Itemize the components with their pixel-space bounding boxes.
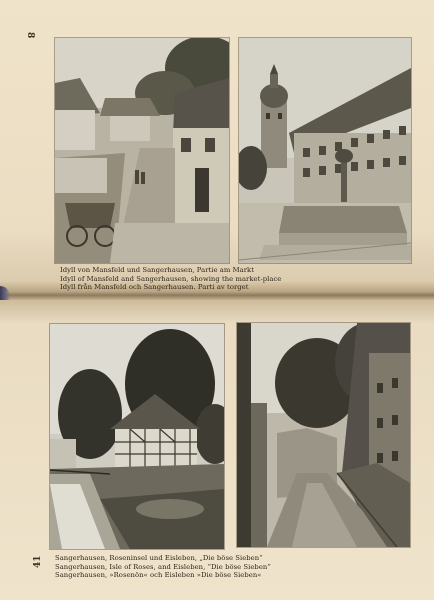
caption-bottom bbox=[55, 554, 271, 580]
caption-top-english: Idyll of Mansfeld and Sangerhausen, showing the market-place bbox=[60, 274, 282, 283]
caption-bottom-english: Sangerhausen, Isle of Roses, and Eisleben, “Die böse Sieben” bbox=[55, 562, 271, 571]
page-number-top: 8 bbox=[25, 32, 35, 39]
caption-top bbox=[60, 266, 281, 292]
page-number-bottom: 41 bbox=[33, 555, 43, 568]
caption-top-german: Idyll von Mansfeld und Sangerhausen, Partie am Markt bbox=[60, 266, 254, 274]
photo-sangerhausen-market bbox=[239, 38, 411, 263]
photo-sangerhausen-rose-island bbox=[50, 324, 224, 549]
photo-eisleben-lane bbox=[237, 323, 410, 547]
photo-mansfeld-street bbox=[55, 38, 229, 263]
caption-bottom-swedish: Sangerhausen, »Rosenön« och Eisleben »Die böse Sieben« bbox=[55, 571, 262, 580]
caption-bottom-german: Sangerhausen, Roseninsel und Eisleben, „Die böse Sieben“ bbox=[55, 554, 263, 562]
caption-top-swedish: Idyll från Mansfeld och Sangerhausen. Parti av torget bbox=[60, 283, 249, 292]
